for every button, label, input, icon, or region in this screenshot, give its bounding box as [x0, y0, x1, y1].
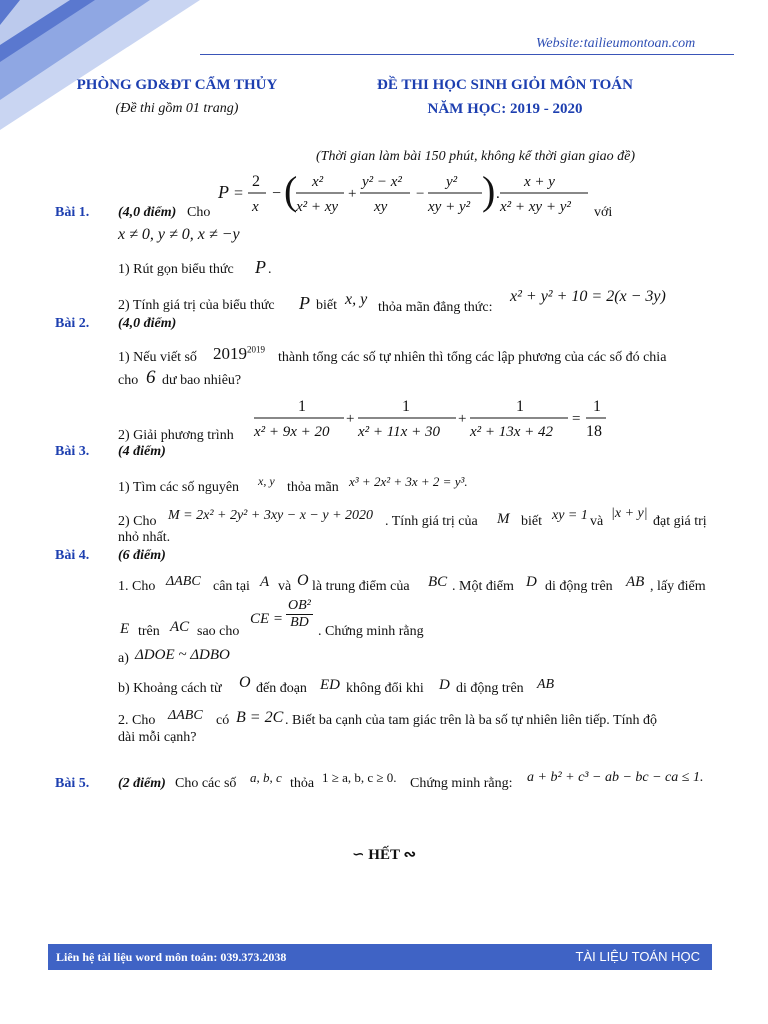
problem-4-p1-text-e: . Một điểm — [452, 579, 514, 594]
problem-1-q2-equation: x² + y² + 10 = 2(x − 3y) — [510, 288, 666, 305]
problem-4-p1-BC: BC — [428, 574, 448, 590]
problem-4-p1-text-b: cân tại — [213, 579, 250, 594]
problem-4-p1-text-i: sao cho — [197, 624, 240, 639]
problem-3-q2-text-b: . Tính giá trị của — [385, 514, 478, 529]
problem-3-q2-text-c: biết — [521, 514, 542, 529]
problem-2-q1-text-b: thành tổng các số tự nhiên thì tổng các lập phương của các số đó chia — [278, 350, 667, 365]
svg-text:1: 1 — [402, 398, 410, 415]
svg-text:−: − — [416, 186, 425, 202]
problem-3-q2-abs: |x + y| — [611, 506, 648, 521]
end-marker: ∽ HẾT ∾ — [351, 847, 417, 863]
problem-3-points: (4 điểm) — [118, 444, 166, 459]
problem-1-condition: x ≠ 0, y ≠ 0, x ≠ −y — [118, 226, 240, 243]
svg-text:1: 1 — [516, 398, 524, 415]
svg-text:x: x — [252, 199, 259, 215]
problem-2-label: Bài 2. — [55, 316, 90, 331]
problem-4-part-b-ED: ED — [320, 677, 340, 693]
problem-4-p1-AB: AB — [626, 574, 645, 590]
problem-4-part-a-label: a) — [118, 651, 129, 666]
svg-text:+: + — [346, 411, 355, 427]
problem-4-p2-text-c: . Biết ba cạnh của tam giác trên là ba số tự nhiên liên tiếp. Tính độ — [285, 713, 657, 728]
problem-1-q2-var: P — [299, 293, 310, 313]
problem-5-condition: 1 ≥ a, b, c ≥ 0. — [322, 770, 397, 785]
problem-2-q1-six: 6 — [146, 367, 156, 388]
svg-text:x + y: x + y — [524, 174, 555, 190]
problem-4-p2-angle-equation: B = 2C — [236, 709, 284, 726]
problem-1-intro: Cho — [187, 205, 211, 220]
problem-5-inequality: a + b² + c³ − ab − bc − ca ≤ 1. — [527, 770, 704, 785]
problem-3-q1-equation: x³ + 2x² + 3x + 2 = y³. — [349, 474, 468, 489]
svg-text:P: P — [218, 182, 229, 202]
website-link[interactable]: Website:tailieumontoan.com — [536, 36, 696, 51]
problem-5-text-b: thỏa — [290, 776, 315, 791]
problem-4-p1-text-f: di động trên — [545, 579, 613, 594]
problem-4-p1-AC: AC — [170, 619, 190, 635]
problem-5-points: (2 điểm) — [118, 776, 166, 791]
problem-5-text-a: Cho các số — [175, 776, 237, 791]
problem-4-p1-text-c: và — [278, 579, 292, 594]
problem-4-p1-fraction: $\frac{\text{OB²}}{BD}$ — [288, 598, 311, 630]
svg-text:+: + — [458, 411, 467, 427]
problem-1-points: (4,0 điểm) — [118, 205, 177, 220]
svg-text:−: − — [272, 185, 282, 202]
problem-4-part-a-similarity: ΔDOE ~ ΔDBO — [135, 647, 230, 663]
problem-3-q2-text-a: 2) Cho — [118, 514, 157, 529]
problem-4-part-b-O: O — [239, 674, 251, 691]
svg-text:+: + — [348, 186, 357, 202]
problem-3-q2-text-d: và — [590, 514, 604, 529]
problem-4-p1-CE: CE = — [250, 611, 284, 627]
problem-4-p1-text-d: là trung điểm của — [312, 579, 410, 594]
problem-2-q1-text-a: 1) Nếu viết số — [118, 350, 197, 365]
problem-4-p1-A: A — [260, 574, 270, 590]
time-note: (Thời gian làm bài 150 phút, không kể thời gian giao đề) — [316, 149, 636, 164]
problem-3-q2-text-e: đạt giá trị — [653, 514, 707, 529]
svg-text:xy + y²: xy + y² — [428, 199, 471, 215]
problem-3-q1-text-a: 1) Tìm các số nguyên — [118, 480, 240, 495]
problem-4-part-b-text-d: di động trên — [456, 681, 524, 696]
problem-1-q1-var: P — [255, 257, 266, 277]
problem-5-label: Bài 5. — [55, 776, 90, 791]
problem-2-q1-number: $2019^{2019}$ — [213, 344, 265, 363]
svg-text:.: . — [496, 186, 500, 202]
problem-4-part-b-text-b: đến đoạn — [256, 681, 307, 696]
problem-3-q2-equation: M = 2x² + 2y² + 3xy − x − y + 2020 — [168, 508, 374, 523]
problem-1-q1: 1) Rút gọn biểu thức — [118, 262, 234, 277]
problem-3-q2-text-f: nhỏ nhất. — [118, 530, 171, 545]
problem-1-with: với — [594, 205, 613, 220]
problem-1-q2-vars: x, y — [345, 291, 368, 308]
problem-4-label: Bài 4. — [55, 548, 90, 563]
svg-text:x² + 9x + 20: x² + 9x + 20 — [254, 424, 330, 440]
problem-1-q1-dot: . — [268, 262, 272, 277]
svg-text:x² + xy: x² + xy — [296, 199, 339, 215]
problem-3-label: Bài 3. — [55, 444, 90, 459]
problem-4-p2-triangle: ΔABC — [168, 708, 203, 723]
problem-2-points: (4,0 điểm) — [118, 316, 177, 331]
problem-4-p1-triangle: ΔABC — [166, 574, 201, 589]
problem-5-text-c: Chứng minh rằng: — [410, 776, 513, 791]
expression-P — [214, 168, 594, 220]
problem-2-q2-text: 2) Giải phương trình — [118, 428, 234, 443]
problem-2-q1-text-c: cho — [118, 373, 139, 388]
svg-text:18: 18 — [586, 423, 602, 440]
svg-text:1: 1 — [298, 398, 306, 415]
problem-3-q1-vars: x, y — [258, 474, 275, 488]
problem-4-p1-text-a: 1. Cho — [118, 579, 156, 594]
problem-4-part-b-D: D — [439, 677, 450, 693]
problem-4-part-b-text-c: không đổi khi — [346, 681, 424, 696]
problem-4-part-b-AB: AB — [537, 677, 555, 692]
problem-4-p1-text-h: trên — [138, 624, 160, 639]
problem-4-p1-D: D — [526, 574, 537, 590]
svg-text:x² + 13x + 42: x² + 13x + 42 — [470, 424, 554, 440]
problem-4-points: (6 điểm) — [118, 548, 166, 563]
footer-brand: TÀI LIỆU TOÁN HỌC — [575, 949, 700, 964]
svg-text:x²: x² — [312, 174, 324, 190]
svg-text:=: = — [234, 185, 244, 202]
problem-3-q1-text-b: thỏa mãn — [287, 480, 339, 495]
problem-1-q2-text-b: biết — [316, 298, 337, 313]
svg-text:x² + 11x + 30: x² + 11x + 30 — [358, 424, 440, 440]
footer-contact[interactable]: Liên hệ tài liệu word môn toán: 039.373.2038 — [56, 950, 287, 964]
header-rule — [200, 54, 734, 55]
problem-1-q2-text-a: 2) Tính giá trị của biểu thức — [118, 298, 275, 313]
svg-text:2: 2 — [252, 173, 260, 190]
problem-3-q2-condition: xy = 1 — [552, 508, 588, 523]
footer-bar — [48, 944, 712, 970]
page-count-note: (Đề thi gồm 01 trang) — [115, 101, 239, 116]
problem-4-p2-text-b: có — [216, 713, 230, 728]
svg-text:(: ( — [284, 168, 298, 213]
svg-text:y² − x²: y² − x² — [362, 174, 402, 190]
problem-4-p2-text-d: dài mỗi cạnh? — [118, 730, 197, 745]
school-year: NĂM HỌC: 2019 - 2020 — [427, 101, 583, 117]
problem-3-q2-M: M — [497, 511, 510, 527]
exam-title: ĐỀ THI HỌC SINH GIỎI MÔN TOÁN — [377, 77, 633, 93]
problem-4-part-b-text-a: b) Khoảng cách từ — [118, 681, 222, 696]
problem-4-p1-E: E — [120, 621, 130, 637]
svg-text:): ) — [482, 168, 496, 213]
problem-4-p2-text-a: 2. Cho — [118, 713, 156, 728]
problem-2-equation — [250, 394, 610, 444]
problem-1-q2-text-c: thỏa mãn đẳng thức: — [378, 300, 493, 315]
svg-text:xy: xy — [374, 199, 388, 215]
problem-4-p1-O: O — [297, 572, 309, 589]
problem-2-q1-text-d: dư bao nhiêu? — [162, 373, 242, 388]
problem-4-p1-text-g: , lấy điểm — [650, 579, 706, 594]
problem-4-p1-text-j: . Chứng minh rằng — [318, 624, 424, 639]
svg-text:1: 1 — [593, 398, 601, 415]
svg-text:y²: y² — [446, 174, 458, 190]
svg-text:x² + xy + y²: x² + xy + y² — [500, 199, 571, 215]
svg-text:=: = — [572, 411, 581, 427]
problem-1-label: Bài 1. — [55, 205, 90, 220]
problem-5-vars: a, b, c — [250, 770, 282, 785]
department-title: PHÒNG GD&ĐT CẨM THỦY — [76, 77, 278, 93]
